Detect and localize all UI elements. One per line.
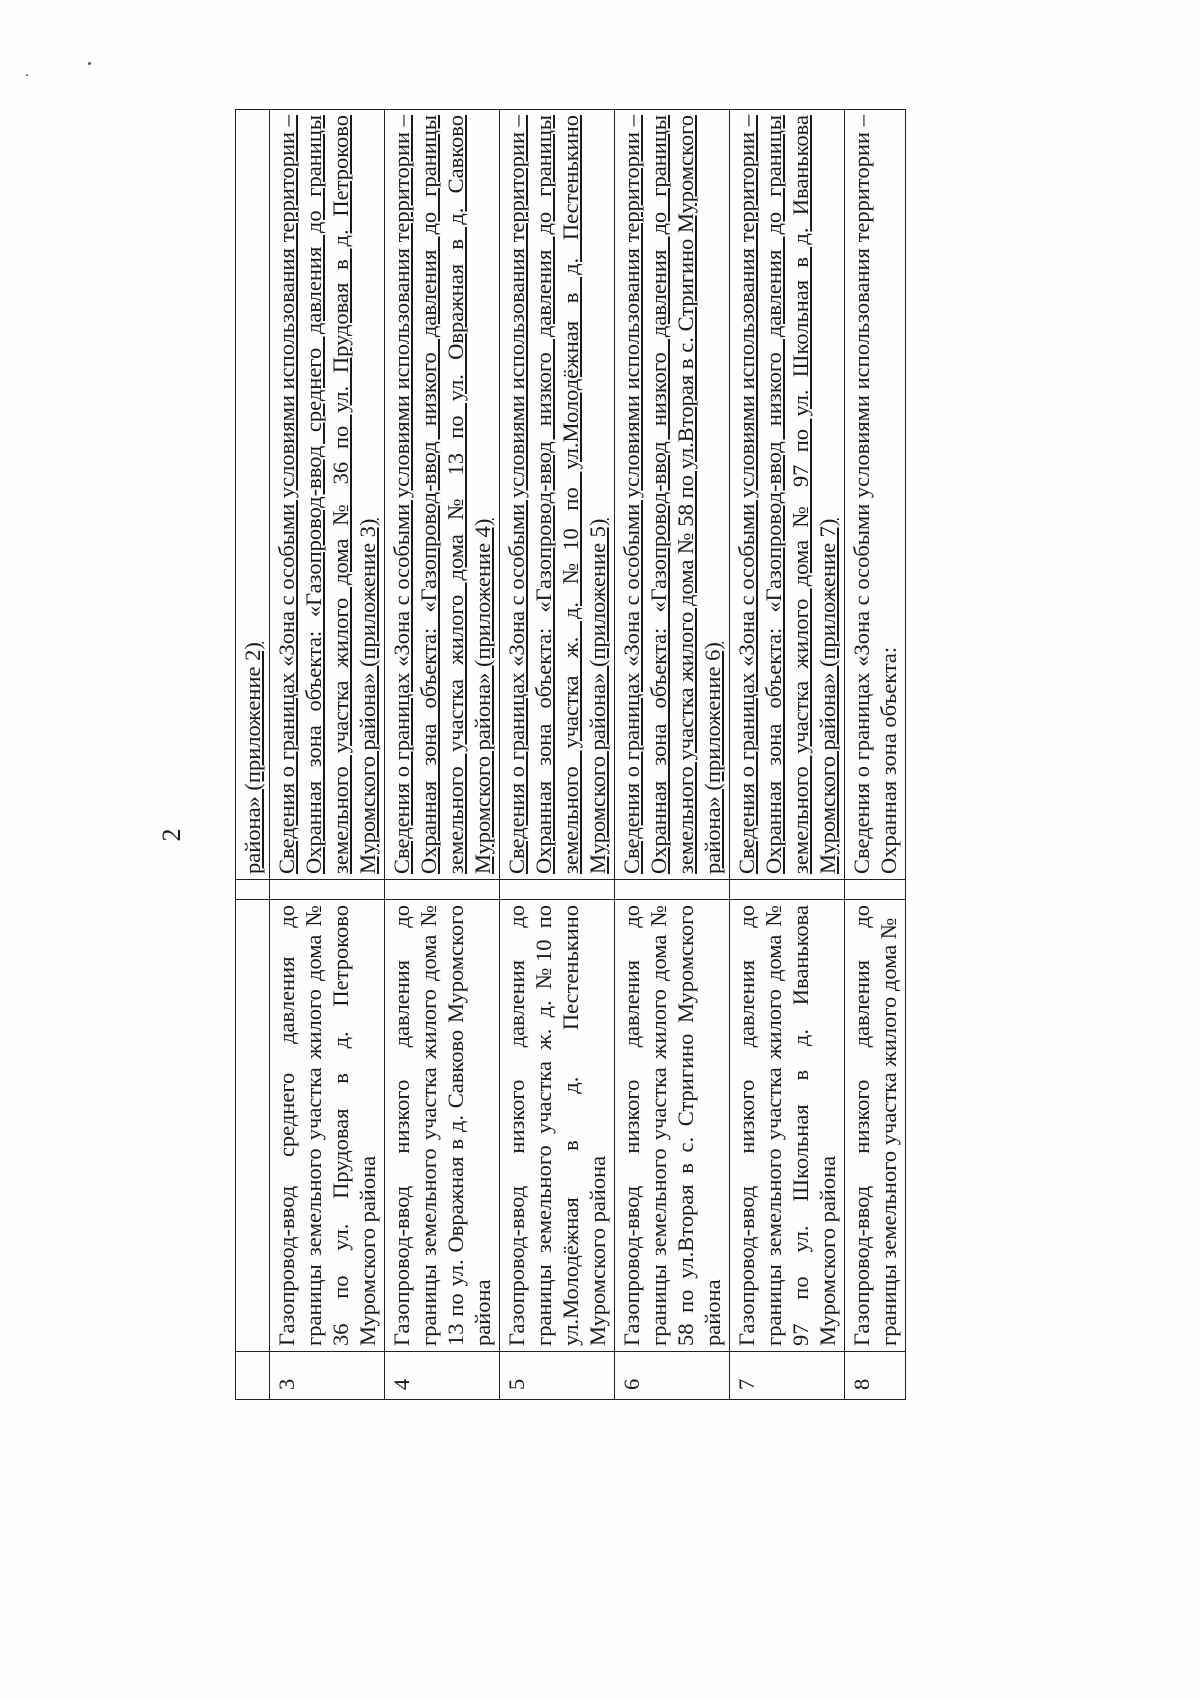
cell-info (730, 110, 845, 880)
table-row (500, 110, 615, 1400)
cell-info (385, 110, 500, 880)
cell-object: Газопровод-ввод низкого давления до границы земельного участка жилого дома № 97 по ул. Школьная в д. Иванькова Муромского района (730, 900, 845, 1352)
cell-object: Газопровод-ввод низкого давления до границы земельного участка ж. д. №10 по ул.Молодёжная в д. Пестенькино Муромского района (500, 900, 615, 1352)
table-row (730, 110, 845, 1400)
cell-info: Сведения о границах «Зона с особыми условиями использования территории – Охранная зона объекта: (845, 110, 906, 880)
page-number: 2 (157, 828, 186, 842)
table-row (615, 110, 730, 1400)
cell-info (236, 110, 270, 880)
table-row-carryover (236, 110, 270, 1400)
cell-empty (730, 880, 845, 900)
cell-info (500, 110, 615, 880)
table-row (385, 110, 500, 1400)
cell-num: 7 (730, 1352, 845, 1400)
cell-num: 6 (615, 1352, 730, 1400)
cell-empty (385, 880, 500, 900)
info-text: Сведения о границах «Зона с особыми условиями использования территории – Охранная зона объекта: «Газопровод-ввод низкого давления до границы земельного участка ж. д. №10 по ул.Молодёжная в д. Пестенькино Муромского района» (приложение 5) (504, 115, 610, 874)
scan-speck (26, 74, 28, 76)
zones-table (235, 109, 906, 1400)
scan-speck (88, 62, 91, 65)
cell-num: 8 (845, 1352, 906, 1400)
cell-empty (615, 880, 730, 900)
cell-object: Газопровод-ввод низкого давления до границы земельного участка жилого дома № 58 по ул.Вторая в с. Стригино Муромского района (615, 900, 730, 1352)
cell-empty (845, 880, 906, 900)
cell-object: Газопровод-ввод среднего давления до границы земельного участка жилого дома № 36 по ул. Прудовая в д. Петроково Муромского района (270, 900, 385, 1352)
cell-num: 4 (385, 1352, 500, 1400)
cell-num: 3 (270, 1352, 385, 1400)
rotated-content (95, 35, 1105, 1625)
cell-empty (500, 880, 615, 900)
cell-object: Газопровод-ввод низкого давления до границы земельного участка жилого дома № 13 по ул. Овражная в д. Савково Муромского района (385, 900, 500, 1352)
cell-info (270, 110, 385, 880)
cell-num (236, 1352, 270, 1400)
cell-object (236, 900, 270, 1352)
cell-object: Газопровод-ввод низкого давления до границы земельного участка жилого дома № (845, 900, 906, 1352)
info-text: Сведения о границах «Зона с особыми условиями использования территории – Охранная зона объекта: «Газопровод-ввод низкого давления до границы земельного участка жилого дома № 13 по ул. Овражная в д. Савково Муромского района» (приложение 4) (389, 115, 495, 874)
cell-empty (236, 880, 270, 900)
cell-empty (270, 880, 385, 900)
info-text: района» (приложение 2) (240, 642, 265, 874)
cell-num: 5 (500, 1352, 615, 1400)
cell-info (615, 110, 730, 880)
info-text: Сведения о границах «Зона с особыми условиями использования территории – Охранная зона объекта: «Газопровод-ввод низкого давления до границы земельного участка жилого дома № 97 по ул. Школьная в д. Иванькова Муромского района» (приложение 7) (734, 115, 840, 874)
info-text: Сведения о границах «Зона с особыми условиями использования территории – Охранная зона объекта: «Газопровод-ввод среднего давления до границы земельного участка жилого дома № 36 по ул. Прудовая в д. Петроково Муромского района» (приложение 3) (274, 115, 380, 874)
info-text: Сведения о границах «Зона с особыми условиями использования территории – Охранная зона объекта: «Газопровод-ввод низкого давления до границы земельного участка жилого дома № 58 по ул.Вторая в с. Стригино Муромского района» (приложение 6) (619, 115, 725, 874)
table-row (270, 110, 385, 1400)
table-row (845, 110, 906, 1400)
